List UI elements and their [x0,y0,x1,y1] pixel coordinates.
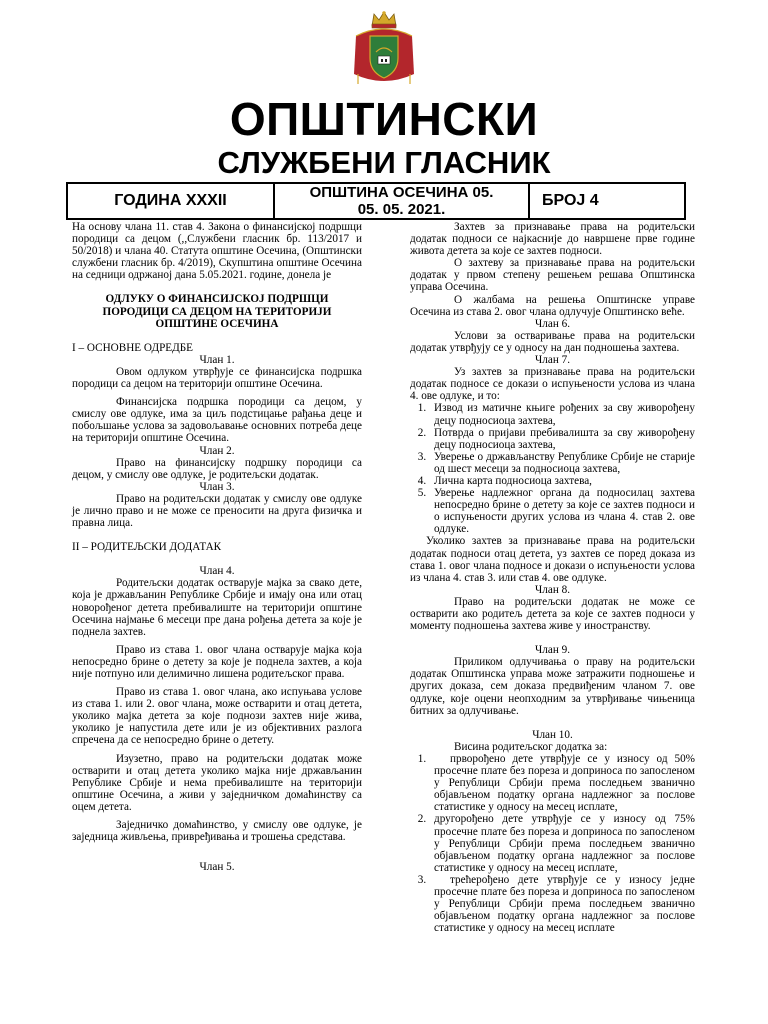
article-1-paragraph-1: Овом одлуком утврђује се финансијска подршка породици са децом на територији општине Осечина. [72,365,362,391]
coat-of-arms-icon [348,8,420,90]
coat-of-arms-graphic [348,8,420,90]
year-cell: ГОДИНА XXXII [68,184,275,218]
article-1-paragraph-2: Финансијска подршка породици са децом, у смислу ове одлуке, има за циљ подстицање рађања деце и побољшање услова за задовољавање основних потреба деце на територији општине Осечина. [72,396,362,445]
article-3-paragraph-1: Право на родитељски додатак у смислу ове одлуке је лично право и не може се преносити на друга физичка и правна лица. [72,492,362,530]
article-8-paragraph-1: Право на родитељски додатак не може се остварити ако родитељ детета за које се захтев подноси у моменту подношења захтева живе у иностранству. [410,595,695,633]
article-7-list [410,402,695,535]
article-4-paragraph-4: Изузетно, право на родитељски додатак може остварити и отац детета уколико мајка није држављанин Републике Србије и нема пребивалиште на територији општине Осечина, а живи у заједничком домаћинству са оцем детета. [72,752,362,813]
list-item-number: 3. [417,450,427,463]
article-5-paragraph-2: О захтеву за признавање права на родитељски додатак у првом степену решењем решава Општинска управа Осечина. [410,257,695,294]
list-item [410,402,695,426]
list-item-number: 3. [417,873,427,886]
section1-title: I – ОСНОВНЕ ОДРЕДБЕ [72,341,194,354]
article-4-heading: Члан 4. [199,565,235,578]
article-9-paragraph-1: Приликом одлучивања о праву на родитељски додатак Општинска управа може затражити подношење и других доказа, сем доказа предвиђеним чланом 7. ове одлуке, које оцени неопходним за утврђивање чињеница битних за одлучивање. [410,656,695,717]
decision-title: ОДЛУКУ О ФИНАНСИЈСКОЈ ПОДРШЦИ ПОРОДИЦИ СА ДЕЦОМ НА ТЕРИТОРИЈИ ОПШТИНЕ ОСЕЧИНА [102,293,332,330]
list-item-number: 2. [417,426,427,439]
list-item-text: прворођено дете утврђује се у износу од 50% просечне плате без пореза и доприноса по запосленом у Републици Србији према последњем званично објављеном податку органа надлежног за послове статистике у односу на месец исплате, [434,752,695,814]
article-4-paragraph-2: Право из става 1. овог члана остварује мајка која непосредно брине о детету за које је поднела захтев, а која није потпуно или делимично лишена родитељског права. [72,643,362,680]
list-item [410,874,695,934]
article-7-intro: Уз захтев за признавање права на родитељски додатак подносе се докази о испуњености услова из члана 4. ове одлуке, и то: [410,366,695,403]
article-6-heading: Члан 6. [535,317,570,330]
list-item [410,487,695,535]
list-item-number: 2. [417,813,427,826]
list-item-number: 4. [417,474,427,487]
section2-title: II – РОДИТЕЉСКИ ДОДАТАК [72,541,222,554]
list-item [410,451,695,475]
right-column [410,221,695,934]
article-3-heading: Члан 3. [199,480,235,493]
list-item-text: Лична карта подносиоца захтева, [434,474,592,487]
list-item-number: 5. [417,487,427,500]
article-8-heading: Члан 8. [535,583,570,596]
list-item [410,813,695,873]
article-5-paragraph-3: О жалбама на решења Општинске управе Осечина из става 2. овог члана одлучује Општинско веће. [410,293,695,318]
article-4-paragraph-1: Родитељски додатак остварује мајка за свако дете, која је држављанин Републике Србије и имају она или отац новорођеног детета пребивалиште на територији општине Осечина најмање 6 месеци пре дана рођења детета за које је поднела захтев. [72,577,362,638]
list-item-text: Уверење о држављанству Републике Србије не старије од шест месеци за подносиоца захтева, [434,450,695,475]
gazette-title-line2: СЛУЖБЕНИ ГЛАСНИК [217,145,551,180]
article-2-heading: Члан 2. [199,444,235,457]
list-item-text: трећерођено дете утврђује се у износу једне просечне плате без пореза и доприноса по запосленом у Републици Србији према последњем званично објављеном податку органа надлежног за послове статистике у односу на месец исплате [434,873,695,935]
article-6-paragraph-1: Услови за остваривање права на родитељски додатак утврђују се у односу на дан подношења захтева. [410,329,695,354]
left-column [72,221,362,873]
municipality-line1: ОПШТИНА ОСЕЧИНА 05. [309,184,494,201]
issue-number-cell: БРОЈ 4 [542,192,599,209]
article-10-list [410,753,695,934]
list-item-text: Потврда о пријави пребивалишта за сву живорођену децу подносиоца захтева, [434,426,695,451]
list-item-text: Уверење надлежног органа да подносилац захтева непосредно брине о детету за које се захтев подноси и о испуњености других услова из члана 4. став 2. ове одлуке. [434,487,695,536]
issue-header-box [66,182,686,220]
article-4-paragraph-3: Право из става 1. овог члана, ако испуњава услове из става 1. или 2. овог члана, може остварити и отац детета, уколико мајка детета за које поднози захтев није жива, уколико је напустила дете или је из објективних разлога спречена да се непосредно брине о детету. [72,686,362,747]
article-5-heading: Члан 5. [199,861,235,874]
article-2-paragraph-1: Право на финансијску подршку породици са децом, у смислу ове одлуке, је родитељски додатак. [72,456,362,481]
list-item [410,427,695,451]
article-7-paragraph-2: Уколико захтев за признавање права на родитељски додатак подноси отац детета, уз захтев се поред доказа из става 1. овог члана подносе и докази о испуњености услова из члана 4. став 3. или став 4. ове одлуке. [410,535,695,584]
list-item [410,753,695,813]
municipality-date-cell [275,184,530,218]
article-5-paragraph-1: Захтев за признавање права на родитељски додатак подноси се најкасније до навршене прве године живота детета за које се захтев подноси. [410,221,695,258]
list-item [410,475,695,487]
gazette-title-line1: ОПШТИНСКИ [229,93,539,145]
preamble: На основу члана 11. став 4. Закона о финансијској подршци породици са децом (,,Службени гласник бр. 113/2017 и 50/2018) и члана 40. Статута општине Осечина, (Општински службени гласник бр. 4/2019), Скупштина општине Осечина на седници одржаној дана 5.05.2021. године, донела је [72,221,362,282]
list-item-text: Извод из матичне књиге рођених за сву живорођену децу подносиоца захтева, [434,402,695,427]
list-item-number: 1. [417,752,427,765]
municipality-line2: 05. 05. 2021. [357,201,446,218]
article-9-heading: Члан 9. [535,644,570,657]
article-4-paragraph-5: Заједничко домаћинство, у смислу ове одлуке, је заједница живљења, привређивања и трошења средстава. [72,819,362,844]
article-1-heading: Члан 1. [199,353,235,366]
list-item-text: другорођено дете утврђује се у износу од 75% просечне плате без пореза и доприноса по запосленом у Републици Србији према последњем званично објављеном податку органа надлежног за послове статистике у односу на месец исплате, [434,813,695,874]
article-7-heading: Члан 7. [535,354,570,367]
list-item-number: 1. [417,402,427,415]
article-10-heading: Члан 10. [532,728,573,741]
article-10-intro: Висина родитељског додатка за: [454,740,608,753]
